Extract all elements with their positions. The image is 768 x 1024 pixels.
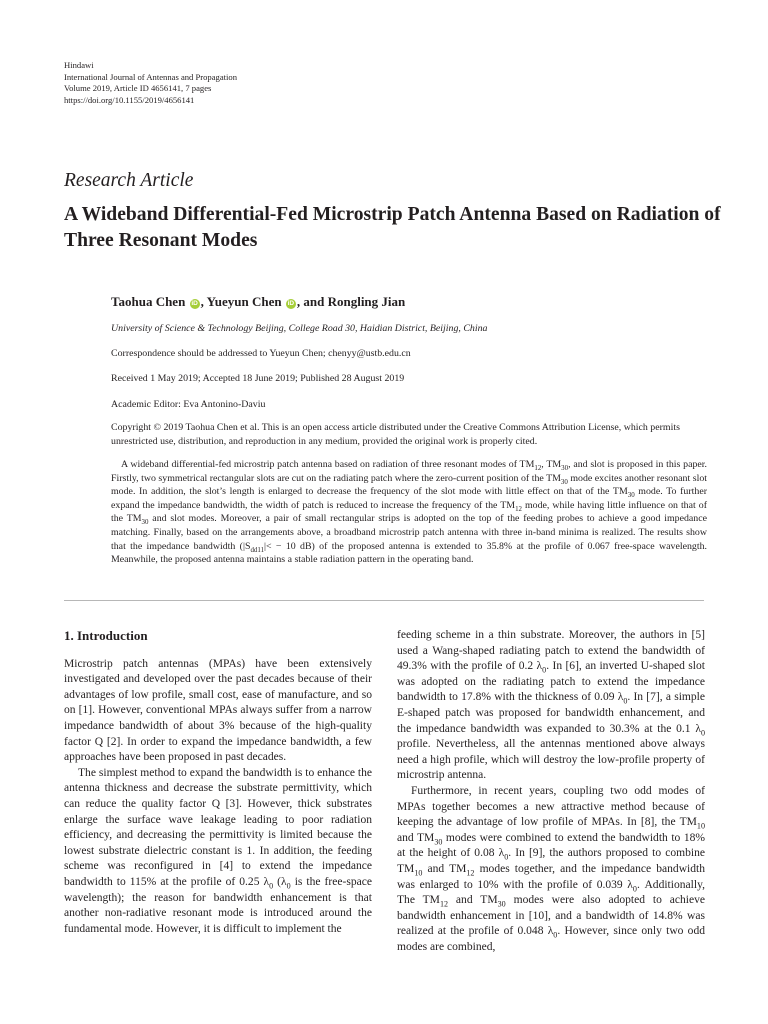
copyright-notice: Copyright © 2019 Taohua Chen et al. This is an open access article distributed under the Creative Commons Attribution License, which permits unrestricted use, distribution, and reproduction in any medium, provided the original work is properly cited.	[111, 422, 680, 447]
author-name[interactable]: Taohua Chen	[111, 294, 186, 309]
doi-link[interactable]: https://doi.org/10.1155/2019/4656141	[64, 94, 195, 105]
affiliation: University of Science & Technology Beijing, College Road 30, Haidian District, Beijing, China	[111, 323, 488, 334]
paragraph: Microstrip patch antennas (MPAs) have been extensively investigated and developed over the past decades because of their advantages of low profile, small cost, ease of manufacture, and so on [1]. However, conventional MPAs always suffer from a narrow impedance bandwidth of about 3% because of the high-quality factor Q [2]. In order to expand the impedance bandwidth, a few approaches have been proposed in past decades.	[64, 657, 372, 764]
author-separator: , and	[296, 294, 328, 309]
left-column	[64, 628, 372, 937]
correspondence: Correspondence should be addressed to Yueyun Chen; chenyy@ustb.edu.cn	[111, 348, 411, 359]
paper-title: A Wideband Differential-Fed Microstrip Patch Antenna Based on Radiation of Three Resonant Modes	[64, 204, 721, 251]
abstract: A wideband differential-fed microstrip patch antenna based on radiation of three resonant modes of $TM_{12}$, $TM_{30}$, and slot is proposed in this paper. Firstly, two symmetrical rectangular slots are cut on the radiating patch where the zero-current position of the $TM_{30}$ mode excites another resonant slot mode. In addition, the slot’s length is enlarged to decrease the frequency of the slot mode with little effect on that of the $TM_{30}$ mode. To further expand the impedance bandwidth, the width of patch is reduced to increase the frequency of the $TM_{12}$ mode, while having little influence on that of the $TM_{30}$ and slot modes. Moreover, a pair of small rectangular strips is adopted on the top of the feeding probes to achieve a good impedance matching. Finally, based on the arrangements above, a broadband microstrip patch antenna with three in-band minima is realized. The results show that the impedance bandwidth ($|S_{dd11}|< - 10$ dB) of the proposed antenna is extended to 35.8% at the profile of 0.067 free-space wavelength. Meanwhile, the proposed antenna maintains a stable radiation pattern in the operating band.	[111, 459, 707, 566]
section-heading: 1. Introduction	[64, 628, 148, 643]
paragraph: Furthermore, in recent years, coupling two odd modes of MPAs together becomes a new attractive method because of keeping the advantage of low profile of MPAs. In [8], the $TM_{10}$ and $TM_{30}$ modes were combined to extend the bandwidth to 18% at the height of 0.08 $\lambda_0$. In [9], the authors proposed to combine $TM_{10}$ and $TM_{12}$ modes together, and the impedance bandwidth was enlarged to 10% with the profile of 0.039 $\lambda_0$. Additionally, The $TM_{12}$ and $TM_{30}$ modes were also adopted to achieve bandwidth enhancement in [10], and a bandwidth of 14.8% was realized at the profile of 0.048 $\lambda_0$. However, since only two odd modes are combined,	[397, 784, 706, 953]
journal-name: International Journal of Antennas and Propagation	[64, 71, 238, 82]
orcid-icon[interactable]: iD	[191, 300, 198, 307]
section-divider	[64, 600, 704, 601]
publication-dates: Received 1 May 2019; Accepted 18 June 2019; Published 28 August 2019	[111, 373, 405, 384]
author-separator: ,	[200, 294, 207, 309]
journal-header	[64, 60, 237, 106]
paragraph: The simplest method to expand the bandwidth is to enhance the antenna thickness and decrease the substrate permittivity, which can reduce the quality factor Q [3]. However, thick substrates enlarge the surface wave leakage leading to poor radiation efficiency, and decreasing the permittivity is limited because the lowest substrate dielectric constant is 1. In addition, the feeding scheme was reconfigured in [4] to extend the impedance bandwidth to 115% at the profile of 0.25 $\lambda_0$ ($\lambda_0$ is the free-space wavelength); the reason for bandwidth enhancement is that another non-radiative resonant mode is introduced around the fundamental mode. However, it is difficult to implement the	[64, 766, 372, 935]
academic-editor: Academic Editor: Eva Antonino-Daviu	[111, 399, 266, 410]
article-type: Research Article	[64, 170, 194, 191]
publisher-name: Hindawi	[64, 60, 94, 70]
right-column	[397, 628, 705, 955]
paragraph: feeding scheme in a thin substrate. Moreover, the authors in [5] used a Wang-shaped radiating patch to extend the bandwidth of 49.3% with the profile of 0.2 $\lambda_0$. In [6], an inverted U-shaped slot was adopted on the radiating patch to extend the impedance bandwidth to 17.8% with the thickness of 0.09 $\lambda_0$. In [7], a simple E-shaped patch was proposed for bandwidth enhancement, and the impedance bandwidth was expanded to 30.3% at the 0.1 $\lambda_0$ profile. Nevertheless, all the antennas mentioned above always need a high profile, which will destroy the low-profile property of microstrip antenna.	[397, 629, 705, 782]
orcid-icon[interactable]: iD	[287, 300, 295, 307]
author-name[interactable]: Yueyun Chen	[206, 294, 282, 309]
volume-info: Volume 2019, Article ID 4656141, 7 pages	[64, 83, 212, 93]
author-list	[111, 294, 405, 310]
author-name[interactable]: Rongling Jian	[327, 294, 406, 309]
